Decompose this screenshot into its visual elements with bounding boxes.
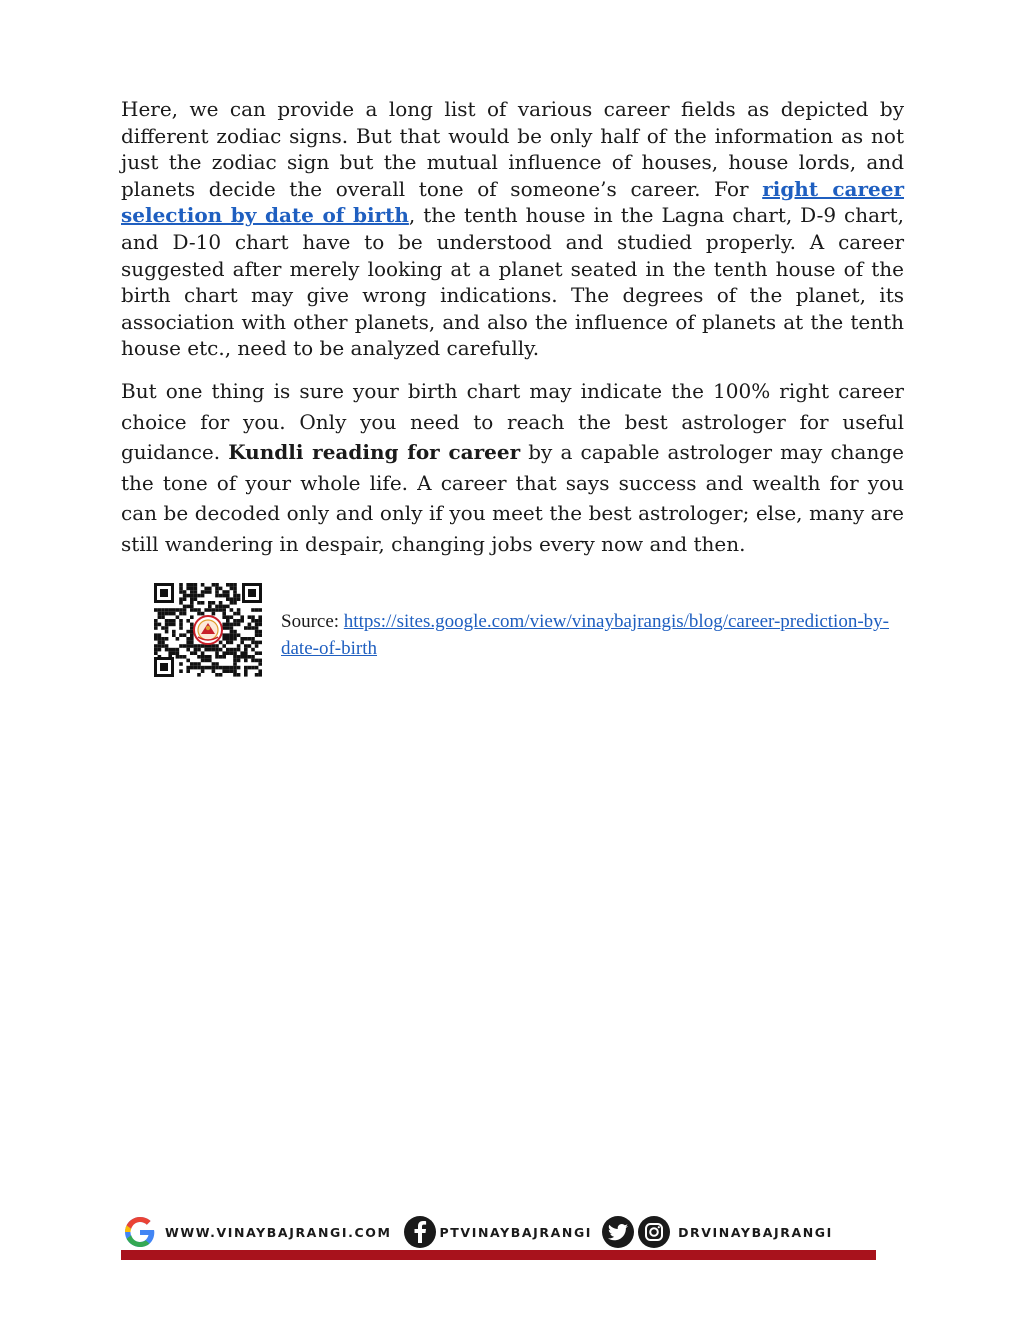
footer-red-bar (121, 1250, 876, 1260)
instagram-icon[interactable] (638, 1216, 670, 1248)
paragraph2-text-b: by a capable astrologer may change the tone of your whole life. A career that says success and wealth for you can be decoded only and only if you meet the best astrologer; else, many are still wandering in despair, changing jobs every now and then. (121, 440, 904, 556)
twitter-icon[interactable] (602, 1216, 634, 1248)
footer-social-handle[interactable]: DRVINAYBAJRANGI (678, 1224, 833, 1240)
footer-row (121, 1214, 876, 1250)
facebook-icon[interactable] (404, 1216, 436, 1248)
google-icon[interactable] (121, 1215, 159, 1249)
qr-code[interactable] (153, 582, 263, 678)
footer-banner (121, 1214, 876, 1262)
source-label: Source: (281, 611, 344, 632)
footer-website[interactable]: WWW.VINAYBAJRANGI.COM (165, 1224, 392, 1240)
kundli-reading-bold: Kundli reading for career (228, 440, 521, 465)
vinay-bajrangi-logo (194, 616, 222, 644)
qr-finder-top-left (154, 583, 174, 603)
source-url-link[interactable]: https://sites.google.com/view/vinaybajrangis/blog/career-prediction-by-date-of-birth (281, 611, 889, 659)
paragraph1-text-a: Here, we can provide a long list of various career fields as depicted by different zodiac signs. But that would be only half of the information as not just the zodiac sign but the mutual influence of houses, house lords, and planets decide the overall tone of someone’s career. For (121, 97, 904, 201)
paragraph-birth-chart (121, 376, 904, 560)
footer-facebook-handle[interactable]: PTVINAYBAJRANGI (439, 1224, 593, 1240)
article-body (121, 96, 904, 560)
source-citation (281, 608, 911, 662)
paragraph1-text-b: , the tenth house in the Lagna chart, D-9 chart, and D-10 chart have to be understood and studied properly. A career suggested after merely looking at a planet seated in the tenth house of the birth chart may give wrong indications. The degrees of the planet, its association with other planets, and also the influence of planets at the tenth house etc., need to be analyzed carefully. (121, 203, 905, 361)
qr-finder-top-right (242, 583, 262, 603)
right-career-selection-link[interactable]: right career selection by date of birth (121, 176, 904, 228)
qr-finder-bottom-left (154, 657, 174, 677)
source-block (153, 582, 913, 682)
paragraph2-text-a: But one thing is sure your birth chart may indicate the 100% right career choice for you. Only you need to reach the best astrologer for useful guidance. (121, 378, 904, 465)
paragraph-career-fields (121, 96, 904, 362)
